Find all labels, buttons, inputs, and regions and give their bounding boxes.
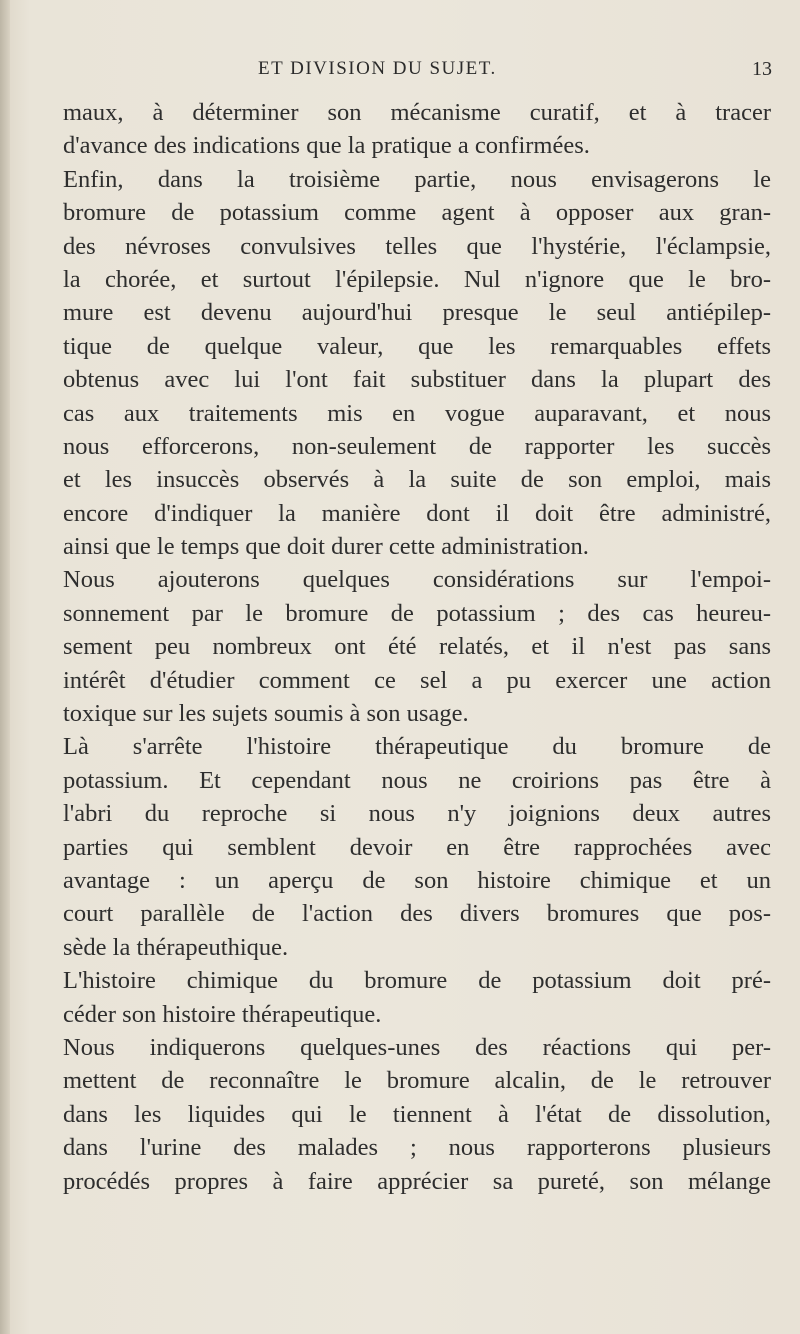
page-header: [0, 58, 800, 88]
text-line: l'abri du reproche si nous n'y joignions deux autres: [63, 800, 771, 828]
text-line: bromure de potassium comme agent à opposer aux gran-: [63, 199, 771, 227]
text-line: court parallèle de l'action des divers bromures que pos-: [63, 900, 771, 928]
text-line: et les insuccès observés à la suite de son emploi, mais: [63, 466, 771, 494]
text-line: potassium. Et cependant nous ne croirions pas être à: [63, 766, 771, 794]
text-line: dans les liquides qui le tiennent à l'état de dissolution,: [63, 1100, 771, 1128]
text-line: intérêt d'étudier comment ce sel a pu exercer une action: [63, 666, 771, 694]
text-line: encore d'indiquer la manière dont il doit être administré,: [63, 499, 771, 527]
text-line: maux, à déterminer son mécanisme curatif, et à tracer: [63, 99, 771, 126]
running-title: ET DIVISION DU SUJET.: [258, 58, 497, 79]
text-line: mettent de reconnaître le bromure alcalin, de le retrouver: [63, 1067, 771, 1095]
body-text: [63, 96, 771, 1198]
text-line: la chorée, et surtout l'épilepsie. Nul n'ignore que le bro-: [63, 265, 771, 293]
page-binding-edge: [0, 0, 10, 1334]
text-line: Nous indiquerons quelques-unes des réactions qui per-: [63, 1033, 771, 1061]
text-line: nous efforcerons, non-seulement de rapporter les succès: [63, 432, 771, 460]
text-line: tique de quelque valeur, que les remarquables effets: [63, 332, 771, 360]
text-line: procédés propres à faire apprécier sa pureté, son mélange: [63, 1167, 771, 1195]
text-line: sonnement par le bromure de potassium ; des cas heureu-: [63, 599, 771, 627]
text-line: des névroses convulsives telles que l'hystérie, l'éclampsie,: [63, 232, 771, 260]
page-number: 13: [752, 58, 772, 80]
text-line: sement peu nombreux ont été relatés, et il n'est pas sans: [63, 633, 771, 661]
text-line: ainsi que le temps que doit durer cette administration.: [63, 533, 589, 561]
text-line: dans l'urine des malades ; nous rapporterons plusieurs: [63, 1134, 771, 1162]
text-line: parties qui semblent devoir en être rapprochées avec: [63, 833, 771, 861]
text-line: Là s'arrête l'histoire thérapeutique du bromure de: [63, 733, 771, 761]
text-line: cas aux traitements mis en vogue auparavant, et nous: [63, 399, 771, 427]
text-line: Nous ajouterons quelques considérations sur l'empoi-: [63, 566, 771, 594]
text-line: L'histoire chimique du bromure de potassium doit pré-: [63, 967, 771, 995]
text-line: avantage : un aperçu de son histoire chimique et un: [63, 866, 771, 894]
text-line: céder son histoire thérapeutique.: [63, 1000, 382, 1028]
text-line: toxique sur les sujets soumis à son usage.: [63, 700, 469, 728]
text-line: obtenus avec lui l'ont fait substituer dans la plupart des: [63, 366, 771, 394]
text-line: Enfin, dans la troisième partie, nous envisagerons le: [63, 165, 771, 193]
text-line: d'avance des indications que la pratique a confirmées.: [63, 132, 590, 160]
text-line: sède la thérapeuthique.: [63, 933, 289, 961]
text-line: mure est devenu aujourd'hui presque le seul antiépilep-: [63, 299, 771, 327]
